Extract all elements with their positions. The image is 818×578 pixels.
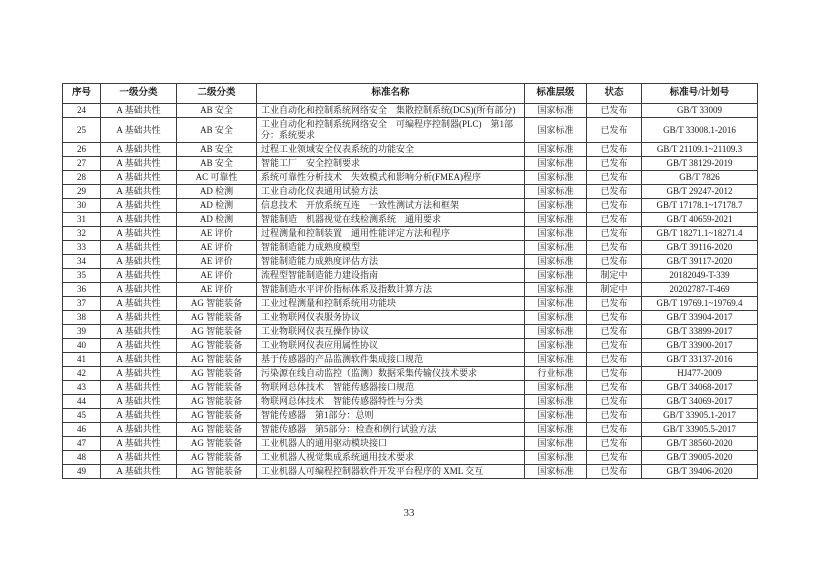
cell-category2: AG 智能装备 [177, 465, 257, 479]
cell-seq: 42 [63, 367, 101, 381]
cell-level: 国家标准 [525, 325, 587, 339]
table-row [63, 185, 758, 199]
cell-number: GB/T 39406-2020 [642, 465, 758, 479]
cell-status: 已发布 [587, 297, 642, 311]
cell-category2: AB 安全 [177, 143, 257, 157]
table-row [63, 325, 758, 339]
cell-level: 国家标准 [525, 213, 587, 227]
column-header-level: 标准层级 [525, 84, 587, 104]
cell-category2: AG 智能装备 [177, 339, 257, 353]
table-row [63, 104, 758, 118]
table-row [63, 367, 758, 381]
cell-status: 已发布 [587, 325, 642, 339]
table-row [63, 227, 758, 241]
cell-name: 过程工业领域安全仪表系统的功能安全 [257, 143, 525, 157]
cell-level: 国家标准 [525, 227, 587, 241]
cell-category2: AG 智能装备 [177, 381, 257, 395]
cell-seq: 35 [63, 269, 101, 283]
cell-name: 智能传感器 第1部分：总则 [257, 409, 525, 423]
cell-number: HJ477-2009 [642, 367, 758, 381]
cell-category2: AE 评价 [177, 283, 257, 297]
cell-status: 已发布 [587, 143, 642, 157]
cell-level: 国家标准 [525, 269, 587, 283]
cell-category2: AG 智能装备 [177, 409, 257, 423]
cell-name: 智能工厂 安全控制要求 [257, 157, 525, 171]
cell-category2: AB 安全 [177, 118, 257, 143]
cell-seq: 34 [63, 255, 101, 269]
cell-seq: 29 [63, 185, 101, 199]
cell-category1: A 基础共性 [101, 423, 177, 437]
standards-table [62, 83, 758, 479]
column-header-name: 标准名称 [257, 84, 525, 104]
cell-number: 20182049-T-339 [642, 269, 758, 283]
cell-status: 已发布 [587, 311, 642, 325]
table-row [63, 241, 758, 255]
cell-name: 智能制造能力成熟度模型 [257, 241, 525, 255]
cell-level: 国家标准 [525, 409, 587, 423]
cell-seq: 36 [63, 283, 101, 297]
cell-category1: A 基础共性 [101, 143, 177, 157]
cell-status: 已发布 [587, 185, 642, 199]
cell-name: 工业机器人可编程控制器软件开发平台程序的 XML 交互 [257, 465, 525, 479]
cell-name: 智能制造水平评价指标体系及指数计算方法 [257, 283, 525, 297]
cell-category1: A 基础共性 [101, 297, 177, 311]
cell-category2: AG 智能装备 [177, 325, 257, 339]
cell-level: 国家标准 [525, 241, 587, 255]
cell-level: 国家标准 [525, 395, 587, 409]
cell-number: GB/T 33904-2017 [642, 311, 758, 325]
cell-status: 已发布 [587, 451, 642, 465]
cell-status: 制定中 [587, 269, 642, 283]
cell-category1: A 基础共性 [101, 157, 177, 171]
cell-number: GB/T 17178.1~17178.7 [642, 199, 758, 213]
cell-seq: 37 [63, 297, 101, 311]
cell-number: GB/T 34069-2017 [642, 395, 758, 409]
column-header-number: 标准号/计划号 [642, 84, 758, 104]
cell-category2: AG 智能装备 [177, 311, 257, 325]
cell-name: 信息技术 开放系统互连 一致性测试方法和框架 [257, 199, 525, 213]
table-row [63, 157, 758, 171]
cell-name: 工业自动化仪表通用试验方法 [257, 185, 525, 199]
cell-status: 制定中 [587, 283, 642, 297]
cell-status: 已发布 [587, 465, 642, 479]
cell-category1: A 基础共性 [101, 269, 177, 283]
cell-category2: AD 检测 [177, 185, 257, 199]
cell-category2: AD 检测 [177, 199, 257, 213]
cell-category2: AB 安全 [177, 157, 257, 171]
cell-category2: AE 评价 [177, 241, 257, 255]
cell-category1: A 基础共性 [101, 367, 177, 381]
cell-status: 已发布 [587, 213, 642, 227]
cell-category1: A 基础共性 [101, 395, 177, 409]
cell-seq: 49 [63, 465, 101, 479]
cell-category2: AG 智能装备 [177, 297, 257, 311]
cell-number: GB/T 39116-2020 [642, 241, 758, 255]
table-row [63, 423, 758, 437]
cell-name: 智能制造能力成熟度评估方法 [257, 255, 525, 269]
cell-level: 国家标准 [525, 199, 587, 213]
cell-level: 国家标准 [525, 185, 587, 199]
cell-name: 工业自动化和控制系统网络安全 集散控制系统(DCS)(所有部分) [257, 104, 525, 118]
cell-level: 国家标准 [525, 437, 587, 451]
cell-level: 国家标准 [525, 283, 587, 297]
cell-number: GB/T 18271.1~18271.4 [642, 227, 758, 241]
table-row [63, 297, 758, 311]
cell-status: 已发布 [587, 199, 642, 213]
cell-category1: A 基础共性 [101, 104, 177, 118]
column-header-seq: 序号 [63, 84, 101, 104]
cell-level: 国家标准 [525, 297, 587, 311]
cell-category1: A 基础共性 [101, 241, 177, 255]
cell-number: GB/T 33137-2016 [642, 353, 758, 367]
cell-seq: 41 [63, 353, 101, 367]
table-row [63, 255, 758, 269]
cell-status: 已发布 [587, 241, 642, 255]
cell-level: 国家标准 [525, 381, 587, 395]
cell-seq: 46 [63, 423, 101, 437]
cell-number: GB/T 38560-2020 [642, 437, 758, 451]
cell-category2: AC 可靠性 [177, 171, 257, 185]
cell-status: 已发布 [587, 339, 642, 353]
cell-number: GB/T 21109.1~21109.3 [642, 143, 758, 157]
cell-level: 国家标准 [525, 353, 587, 367]
cell-name: 污染源在线自动监控（监测）数据采集传输仪技术要求 [257, 367, 525, 381]
cell-number: GB/T 40659-2021 [642, 213, 758, 227]
table-row [63, 311, 758, 325]
cell-name: 工业机器人的通用驱动模块接口 [257, 437, 525, 451]
cell-category2: AG 智能装备 [177, 437, 257, 451]
table-row [63, 437, 758, 451]
cell-seq: 39 [63, 325, 101, 339]
table-row [63, 395, 758, 409]
cell-seq: 28 [63, 171, 101, 185]
cell-name: 工业机器人视觉集成系统通用技术要求 [257, 451, 525, 465]
cell-seq: 40 [63, 339, 101, 353]
cell-number: GB/T 38129-2019 [642, 157, 758, 171]
cell-category2: AD 检测 [177, 213, 257, 227]
cell-number: GB/T 33905.1-2017 [642, 409, 758, 423]
cell-level: 国家标准 [525, 465, 587, 479]
table-body [63, 104, 758, 479]
table-row [63, 409, 758, 423]
cell-seq: 26 [63, 143, 101, 157]
cell-category2: AE 评价 [177, 255, 257, 269]
cell-category2: AG 智能装备 [177, 451, 257, 465]
cell-category2: AG 智能装备 [177, 423, 257, 437]
cell-category2: AG 智能装备 [177, 395, 257, 409]
cell-seq: 25 [63, 118, 101, 143]
table-row [63, 465, 758, 479]
cell-status: 已发布 [587, 118, 642, 143]
cell-name: 物联网总体技术 智能传感器特性与分类 [257, 395, 525, 409]
cell-name: 智能制造 机器视觉在线检测系统 通用要求 [257, 213, 525, 227]
cell-name: 过程测量和控制装置 通用性能评定方法和程序 [257, 227, 525, 241]
cell-number: GB/T 33900-2017 [642, 339, 758, 353]
cell-category1: A 基础共性 [101, 325, 177, 339]
cell-level: 国家标准 [525, 255, 587, 269]
cell-name: 智能传感器 第5部分：检查和例行试验方法 [257, 423, 525, 437]
cell-category1: A 基础共性 [101, 311, 177, 325]
cell-category2: AB 安全 [177, 104, 257, 118]
cell-seq: 45 [63, 409, 101, 423]
table-row [63, 213, 758, 227]
cell-name: 工业物联网仪表互操作协议 [257, 325, 525, 339]
cell-level: 国家标准 [525, 143, 587, 157]
cell-level: 国家标准 [525, 339, 587, 353]
cell-number: GB/T 39005-2020 [642, 451, 758, 465]
cell-seq: 32 [63, 227, 101, 241]
cell-category1: A 基础共性 [101, 381, 177, 395]
cell-number: GB/T 19769.1~19769.4 [642, 297, 758, 311]
cell-level: 国家标准 [525, 104, 587, 118]
cell-seq: 31 [63, 213, 101, 227]
cell-seq: 38 [63, 311, 101, 325]
cell-number: GB/T 33899-2017 [642, 325, 758, 339]
cell-seq: 33 [63, 241, 101, 255]
cell-category1: A 基础共性 [101, 255, 177, 269]
cell-name: 基于传感器的产品监测软件集成接口规范 [257, 353, 525, 367]
cell-category1: A 基础共性 [101, 213, 177, 227]
table-row [63, 199, 758, 213]
cell-category2: AE 评价 [177, 269, 257, 283]
cell-level: 国家标准 [525, 157, 587, 171]
table-row [63, 451, 758, 465]
cell-number: GB/T 29247-2012 [642, 185, 758, 199]
cell-seq: 27 [63, 157, 101, 171]
cell-category1: A 基础共性 [101, 227, 177, 241]
cell-seq: 47 [63, 437, 101, 451]
cell-category1: A 基础共性 [101, 283, 177, 297]
cell-status: 已发布 [587, 409, 642, 423]
page-number: 33 [403, 507, 415, 519]
cell-level: 国家标准 [525, 118, 587, 143]
cell-number: 20202787-T-469 [642, 283, 758, 297]
cell-name: 工业自动化和控制系统网络安全 可编程序控制器(PLC) 第1部分：系统要求 [257, 118, 525, 143]
cell-number: GB/T 34068-2017 [642, 381, 758, 395]
cell-level: 国家标准 [525, 311, 587, 325]
table-row [63, 269, 758, 283]
cell-status: 已发布 [587, 353, 642, 367]
cell-number: GB/T 39117-2020 [642, 255, 758, 269]
cell-status: 已发布 [587, 395, 642, 409]
cell-seq: 24 [63, 104, 101, 118]
cell-category1: A 基础共性 [101, 199, 177, 213]
cell-category1: A 基础共性 [101, 339, 177, 353]
table-row [63, 381, 758, 395]
cell-number: GB/T 7826 [642, 171, 758, 185]
cell-category1: A 基础共性 [101, 465, 177, 479]
cell-status: 已发布 [587, 423, 642, 437]
cell-name: 物联网总体技术 智能传感器接口规范 [257, 381, 525, 395]
cell-category2: AG 智能装备 [177, 367, 257, 381]
cell-number: GB/T 33008.1-2016 [642, 118, 758, 143]
cell-level: 国家标准 [525, 451, 587, 465]
cell-category2: AE 评价 [177, 227, 257, 241]
cell-status: 已发布 [587, 437, 642, 451]
cell-category1: A 基础共性 [101, 185, 177, 199]
cell-category1: A 基础共性 [101, 353, 177, 367]
cell-category1: A 基础共性 [101, 171, 177, 185]
cell-level: 国家标准 [525, 423, 587, 437]
cell-number: GB/T 33905.5-2017 [642, 423, 758, 437]
cell-name: 工业过程测量和控制系统用功能块 [257, 297, 525, 311]
cell-name: 系统可靠性分析技术 失效模式和影响分析(FMEA)程序 [257, 171, 525, 185]
cell-level: 国家标准 [525, 171, 587, 185]
cell-number: GB/T 33009 [642, 104, 758, 118]
table-row [63, 353, 758, 367]
table-row [63, 339, 758, 353]
column-header-category2: 二级分类 [177, 84, 257, 104]
column-header-status: 状态 [587, 84, 642, 104]
cell-status: 已发布 [587, 171, 642, 185]
cell-seq: 30 [63, 199, 101, 213]
cell-seq: 48 [63, 451, 101, 465]
column-header-category1: 一级分类 [101, 84, 177, 104]
cell-name: 流程型智能制造能力建设指南 [257, 269, 525, 283]
cell-status: 已发布 [587, 255, 642, 269]
cell-seq: 43 [63, 381, 101, 395]
table-row [63, 283, 758, 297]
cell-status: 已发布 [587, 104, 642, 118]
cell-status: 已发布 [587, 381, 642, 395]
cell-category1: A 基础共性 [101, 409, 177, 423]
table-row [63, 118, 758, 143]
cell-status: 已发布 [587, 367, 642, 381]
cell-category1: A 基础共性 [101, 451, 177, 465]
cell-status: 已发布 [587, 227, 642, 241]
cell-name: 工业物联网仪表服务协议 [257, 311, 525, 325]
table-header-row [63, 84, 758, 104]
cell-level: 行业标准 [525, 367, 587, 381]
cell-seq: 44 [63, 395, 101, 409]
cell-category2: AG 智能装备 [177, 353, 257, 367]
cell-status: 已发布 [587, 157, 642, 171]
cell-category1: A 基础共性 [101, 118, 177, 143]
cell-name: 工业物联网仪表应用属性协议 [257, 339, 525, 353]
table-row [63, 171, 758, 185]
cell-category1: A 基础共性 [101, 437, 177, 451]
table-row [63, 143, 758, 157]
